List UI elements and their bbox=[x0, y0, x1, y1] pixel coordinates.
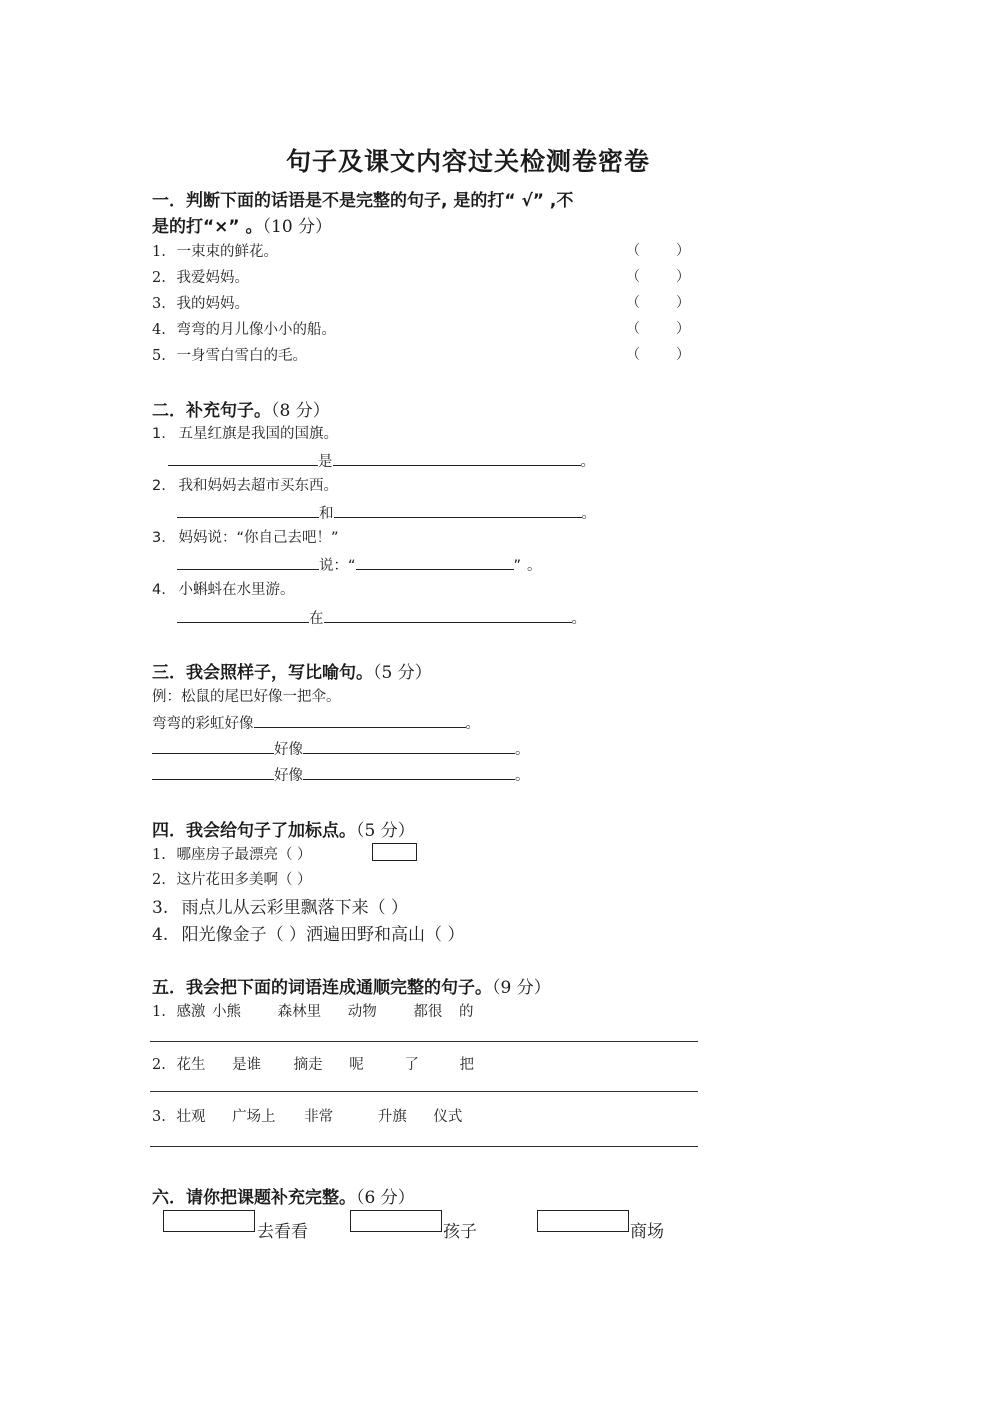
word: 升旗 bbox=[377, 1109, 407, 1125]
answer-box[interactable] bbox=[372, 843, 417, 861]
section4-title: 四．我会给句子了加标点。 bbox=[152, 821, 356, 841]
word: 小熊 bbox=[212, 1004, 242, 1020]
section4-heading bbox=[152, 816, 415, 841]
answer-open-paren[interactable]: （ bbox=[626, 295, 640, 311]
item-number: 2. bbox=[152, 1057, 166, 1073]
blank-field[interactable] bbox=[356, 553, 514, 570]
punct-blank[interactable]: （ ） bbox=[266, 925, 307, 945]
end-punct: 。 bbox=[571, 611, 586, 627]
item-text: 弯弯的月儿像小小的船。 bbox=[176, 322, 336, 338]
blank-field[interactable] bbox=[177, 501, 319, 518]
punct-blank[interactable]: （ ） bbox=[277, 872, 312, 888]
answer-open-paren[interactable]: （ bbox=[626, 269, 640, 285]
section2-title: 二．补充句子。 bbox=[152, 401, 271, 421]
answer-close-paren: ） bbox=[676, 295, 690, 311]
section5-title: 五．我会把下面的词语连成通顺完整的句子。 bbox=[152, 978, 492, 998]
answer-close-paren: ） bbox=[676, 321, 690, 337]
list-item bbox=[152, 318, 336, 339]
item-number: 4. bbox=[152, 322, 166, 338]
item-number: 2. bbox=[152, 270, 166, 286]
end-punct: 。 bbox=[527, 558, 542, 574]
section3-title: 三．我会照样子，写比喻句。 bbox=[152, 663, 373, 683]
answer-line[interactable] bbox=[150, 1091, 698, 1092]
item-text: 这片花田多美啊 bbox=[176, 872, 278, 888]
word: 森林里 bbox=[277, 1004, 322, 1020]
word: 的 bbox=[459, 1004, 474, 1020]
punct-blank[interactable]: （ ） bbox=[277, 847, 312, 863]
word: 都很 bbox=[413, 1004, 443, 1020]
item-text: 阳光像金子 bbox=[181, 925, 267, 945]
section4-score: （5 分） bbox=[356, 821, 415, 841]
item-text: 哪座房子最漂亮 bbox=[176, 847, 278, 863]
connector-text: 在 bbox=[309, 611, 324, 627]
end-punct: 。 bbox=[465, 716, 480, 732]
item-text: 一束束的鲜花。 bbox=[176, 244, 278, 260]
section2-heading bbox=[152, 396, 330, 421]
section6-score: （6 分） bbox=[356, 1188, 415, 1208]
section6-title: 六．请你把课题补充完整。 bbox=[152, 1188, 356, 1208]
item-text: 小蝌蚪在水里游。 bbox=[178, 582, 295, 598]
item-text: 我和妈妈去超市买东西。 bbox=[178, 478, 338, 494]
title-suffix: 孩子 bbox=[443, 1222, 477, 1242]
item-number: 3. bbox=[152, 1109, 166, 1125]
list-item bbox=[152, 578, 294, 599]
item-text: 雨点儿从云彩里飘落下来 bbox=[181, 898, 369, 918]
answer-open-paren[interactable]: （ bbox=[626, 347, 640, 363]
item-number: 2. bbox=[152, 478, 166, 494]
list-item bbox=[152, 474, 338, 495]
item-number: 3. bbox=[152, 530, 166, 546]
answer-line[interactable] bbox=[150, 1041, 698, 1042]
connector-text: 好像 bbox=[274, 742, 303, 758]
list-item bbox=[152, 920, 464, 945]
word: 广场上 bbox=[232, 1109, 276, 1125]
word: 呢 bbox=[349, 1057, 364, 1073]
page-title: 句子及课文内容过关检测卷密卷 bbox=[286, 147, 651, 176]
list-item bbox=[152, 240, 278, 261]
connector-text: 好像 bbox=[274, 768, 303, 784]
answer-line-row bbox=[152, 763, 530, 785]
answer-line-row bbox=[168, 449, 595, 471]
item-number: 1. bbox=[152, 1004, 166, 1020]
word: 把 bbox=[459, 1057, 474, 1073]
end-punct: 。 bbox=[515, 742, 530, 758]
item-number: 3. bbox=[152, 296, 166, 312]
title-box[interactable] bbox=[350, 1210, 442, 1232]
end-punct: 。 bbox=[515, 768, 530, 784]
word: 感激 bbox=[176, 1004, 206, 1020]
blank-field[interactable] bbox=[303, 763, 515, 780]
blank-field[interactable] bbox=[152, 763, 274, 780]
answer-line-row bbox=[152, 737, 530, 759]
word: 花生 bbox=[176, 1057, 206, 1073]
word: 摘走 bbox=[293, 1057, 323, 1073]
answer-open-paren[interactable]: （ bbox=[626, 321, 640, 337]
blank-field[interactable] bbox=[177, 553, 319, 570]
section3-score: （5 分） bbox=[373, 663, 432, 683]
item-text: 我爱妈妈。 bbox=[176, 270, 249, 286]
blank-field[interactable] bbox=[324, 606, 572, 623]
answer-close-paren: ） bbox=[676, 243, 690, 259]
title-suffix: 商场 bbox=[630, 1222, 664, 1242]
blank-field[interactable] bbox=[254, 711, 466, 728]
punct-blank[interactable]: （ ） bbox=[425, 925, 465, 945]
answer-line-row bbox=[152, 711, 480, 733]
title-suffix: 去看看 bbox=[257, 1222, 308, 1242]
word: 了 bbox=[404, 1057, 419, 1073]
word: 仪式 bbox=[433, 1109, 463, 1125]
connector-text: 说：“ bbox=[319, 558, 356, 574]
list-item bbox=[152, 344, 307, 365]
word: 动物 bbox=[347, 1004, 377, 1020]
item-text: 我的妈妈。 bbox=[176, 296, 249, 312]
section6-heading bbox=[152, 1183, 415, 1208]
list-item bbox=[152, 292, 249, 313]
list-item bbox=[152, 526, 338, 547]
item-number: 1. bbox=[152, 244, 166, 260]
item-number: 1. bbox=[152, 426, 166, 442]
title-box[interactable] bbox=[163, 1210, 255, 1232]
connector-text: 是 bbox=[318, 454, 333, 470]
answer-close-paren: ） bbox=[676, 347, 690, 363]
list-item bbox=[152, 893, 408, 918]
word-list bbox=[152, 1000, 474, 1021]
section1-heading: 一．判断下面的话语是不是完整的句子, 是的打“ √” ,不 bbox=[152, 191, 574, 211]
blank-field[interactable] bbox=[333, 449, 581, 466]
item-number: 5. bbox=[152, 348, 166, 364]
item-number: 4. bbox=[152, 925, 169, 945]
word: 壮观 bbox=[176, 1109, 206, 1125]
item-text: 五星红旗是我国的国旗。 bbox=[178, 426, 338, 442]
item-number: 3. bbox=[152, 898, 169, 918]
end-punct: 。 bbox=[580, 454, 595, 470]
list-item bbox=[152, 266, 249, 287]
punct-blank[interactable]: （ ） bbox=[368, 898, 409, 918]
section1-score: （10 分） bbox=[262, 217, 333, 237]
answer-line[interactable] bbox=[150, 1146, 698, 1147]
list-item bbox=[152, 843, 312, 864]
answer-close-paren: ） bbox=[676, 269, 690, 285]
item-number: 2. bbox=[152, 872, 166, 888]
end-punct: 。 bbox=[581, 506, 596, 522]
item-text: 洒遍田野和高山 bbox=[306, 925, 426, 945]
answer-open-paren[interactable]: （ bbox=[626, 243, 640, 259]
answer-line-row bbox=[177, 501, 596, 523]
section1-heading-prefix: 是的打“×” 。 bbox=[152, 217, 263, 237]
answer-line-row bbox=[177, 606, 586, 628]
section1-heading-line2 bbox=[152, 212, 332, 237]
section3-heading bbox=[152, 658, 432, 683]
blank-field[interactable] bbox=[303, 737, 515, 754]
answer-line-row bbox=[177, 553, 542, 575]
word-list bbox=[152, 1105, 462, 1126]
word: 是谁 bbox=[232, 1057, 262, 1073]
blank-field[interactable] bbox=[177, 606, 309, 623]
prefix-text: 弯弯的彩虹好像 bbox=[152, 716, 254, 732]
section5-score: （9 分） bbox=[492, 978, 551, 998]
item-text: 妈妈说：“你自己去吧！” bbox=[178, 530, 339, 546]
blank-field[interactable] bbox=[168, 449, 318, 466]
item-number: 4. bbox=[152, 582, 166, 598]
word: 非常 bbox=[304, 1109, 334, 1125]
word-list bbox=[152, 1053, 474, 1074]
title-box[interactable] bbox=[537, 1210, 629, 1232]
item-number: 1. bbox=[152, 847, 166, 863]
list-item bbox=[152, 422, 338, 443]
item-text: 一身雪白雪白的毛。 bbox=[176, 348, 307, 364]
blank-field[interactable] bbox=[152, 737, 274, 754]
list-item bbox=[152, 868, 312, 889]
blank-field[interactable] bbox=[334, 501, 582, 518]
connector-text: ” bbox=[513, 558, 522, 574]
connector-text: 和 bbox=[319, 506, 334, 522]
section2-score: （8 分） bbox=[271, 401, 330, 421]
example-sentence: 例：松鼠的尾巴好像一把伞。 bbox=[152, 689, 341, 705]
section5-heading bbox=[152, 973, 551, 998]
